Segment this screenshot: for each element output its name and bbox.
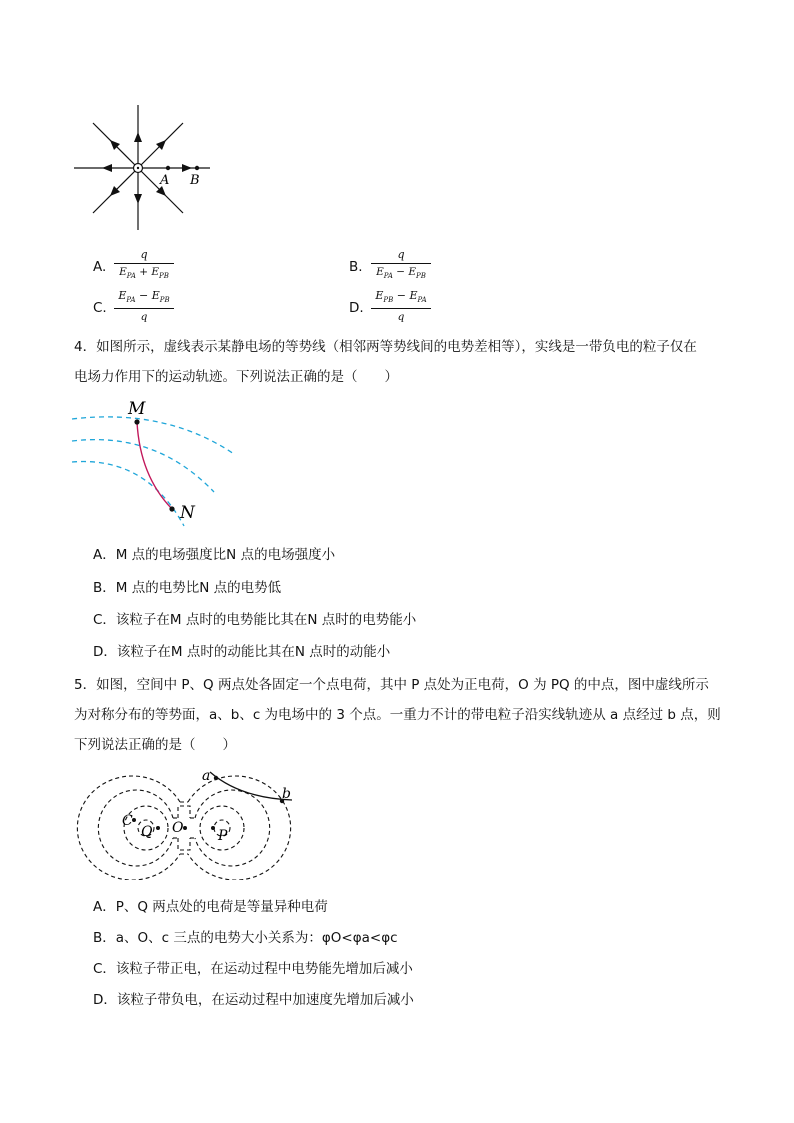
label-n: N (180, 503, 195, 523)
q4-option-c: C．该粒子在M 点时的电势能比其在N 点时的电势能小 (93, 612, 417, 628)
field-lines-figure (70, 100, 220, 240)
charge-q (156, 826, 160, 830)
two-charge-figure (70, 770, 300, 880)
label-q: Q (141, 824, 153, 840)
q3-option-d-fraction: $E_{PB} - E_{PA}$ q (371, 289, 431, 324)
label-m: M (128, 399, 146, 419)
q5-option-b: B．a、O、c 三点的电势大小关系为：φO<φa<φc (93, 930, 398, 946)
q5-option-d: D．该粒子带负电，在运动过程中加速度先增加后减小 (93, 992, 414, 1008)
q4-stem-line2: 电场力作用下的运动轨迹。下列说法正确的是（ ） (74, 369, 398, 385)
q3-option-b-fraction: q $E_{PA} - E_{PB}$ (371, 248, 431, 283)
q3-option-d: D. (349, 300, 364, 316)
label-p: P (218, 828, 228, 844)
q5-stem-line3: 下列说法正确的是（ ） (74, 737, 236, 753)
q3-option-a-fraction: q $E_{PA} + E_{PB}$ (114, 248, 174, 283)
q5-stem-line2: 为对称分布的等势面，a、b、c 为电场中的 3 个点。一重力不计的带电粒子沿实线轨迹从 a 点经过 b 点，则 (74, 707, 721, 723)
q4-option-b: B．M 点的电势比N 点的电势低 (93, 580, 282, 596)
label-o: O (172, 820, 184, 836)
label-b5: b (282, 786, 291, 802)
q3-option-c: C. (93, 300, 107, 316)
label-a5: a (202, 770, 211, 784)
q4-option-d: D．该粒子在M 点时的动能比其在N 点时的动能小 (93, 644, 391, 660)
point-a (166, 166, 170, 170)
charge-p (211, 826, 215, 830)
label-a: A (160, 173, 170, 188)
q5-option-a: A．P、Q 两点处的电荷是等量异种电荷 (93, 899, 328, 915)
equipotential-figure (66, 396, 246, 531)
point-m (134, 419, 139, 424)
q3-option-a: A. (93, 259, 107, 275)
particle-path (210, 772, 292, 800)
particle-trajectory (137, 422, 172, 509)
point-a5 (214, 776, 218, 780)
q3-option-b: B. (349, 259, 363, 275)
label-c5: C (122, 813, 133, 829)
point-n (169, 506, 174, 511)
q5-stem (74, 670, 722, 760)
label-b: B (190, 173, 200, 188)
q4-stem (74, 332, 722, 392)
point-b (195, 166, 199, 170)
q5-stem-line1: 5．如图，空间中 P、Q 两点处各固定一个点电荷，其中 P 点处为正电荷，O 为 PQ 的中点，图中虚线所示 (74, 677, 709, 693)
q5-option-c: C．该粒子带正电，在运动过程中电势能先增加后减小 (93, 961, 413, 977)
q3-option-c-fraction: $E_{PA} - E_{PB}$ q (114, 289, 174, 324)
point-o (183, 826, 187, 830)
q4-stem-line1: 4．如图所示，虚线表示某静电场的等势线（相邻两等势线间的电势差相等），实线是一带负电的粒子仅在 (74, 339, 697, 355)
q4-option-a: A．M 点的电场强度比N 点的电场强度小 (93, 547, 336, 563)
